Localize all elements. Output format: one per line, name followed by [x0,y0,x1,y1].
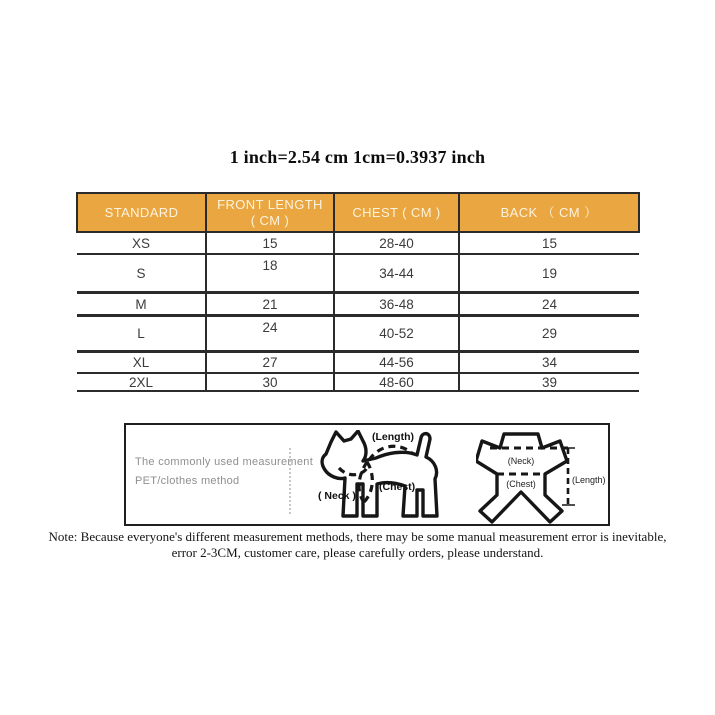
back-cell: 19 [459,254,639,293]
table-row-xl [77,352,639,374]
garment-chest-label: (Chest) [506,479,536,489]
header-chest: CHEST ( CM ) [334,193,459,232]
size-cell: 2XL [77,373,206,391]
size-table-header-row [77,193,639,232]
table-row-s [77,254,639,293]
dotted-divider [289,448,291,514]
diagram-caption-line2: PET/clothes method [135,475,240,487]
dog-chest-label: (Chest) [379,481,416,493]
front-length-cell: 15 [206,232,334,254]
front-length-cell: 18 [206,254,334,293]
dog-neck-label: ( Neck ) [318,490,356,502]
front-length-cell: 27 [206,352,334,374]
garment-measurement-illustration [476,429,610,525]
size-cell: M [77,293,206,316]
note-line-2: error 2-3CM, customer care, please carefully orders, please understand. [171,544,544,560]
chest-cell: 44-56 [334,352,459,374]
back-cell: 15 [459,232,639,254]
dog-measurement-illustration [318,430,453,525]
garment-neck-label: (Neck) [507,456,535,466]
chest-cell: 28-40 [334,232,459,254]
front-length-cell: 24 [206,316,334,352]
dog-outline [322,431,437,516]
header-front-length: FRONT LENGTH ( CM ) [206,193,334,232]
back-cell: 24 [459,293,639,316]
table-row-l [77,316,639,352]
diagram-caption-line1: The commonly used measurement [135,456,314,468]
chest-cell: 40-52 [334,316,459,352]
chest-cell: 34-44 [334,254,459,293]
table-row-m [77,293,639,316]
garment-length-label: (Length) [572,475,606,485]
measurement-diagram-box [124,423,610,526]
chest-cell: 36-48 [334,293,459,316]
front-length-cell: 21 [206,293,334,316]
front-length-cell: 30 [206,373,334,391]
size-cell: S [77,254,206,293]
table-row-2xl [77,373,639,391]
size-cell: L [77,316,206,352]
unit-conversion-title: 1 inch=2.54 cm 1cm=0.3937 inch [229,147,486,167]
size-cell: XL [77,352,206,374]
header-back: BACK （ CM ） [459,193,639,232]
header-standard: STANDARD [77,193,206,232]
back-cell: 29 [459,316,639,352]
dog-length-label: (Length) [372,431,414,443]
table-row-xs [77,232,639,254]
back-cell: 34 [459,352,639,374]
note-line-1: Note: Because everyone's different measurement methods, there may be some manual measurement error is inevitable, [48,529,667,544]
measurement-note [0,529,715,560]
size-table [76,192,640,392]
back-cell: 39 [459,373,639,391]
chest-cell: 48-60 [334,373,459,391]
size-cell: XS [77,232,206,254]
